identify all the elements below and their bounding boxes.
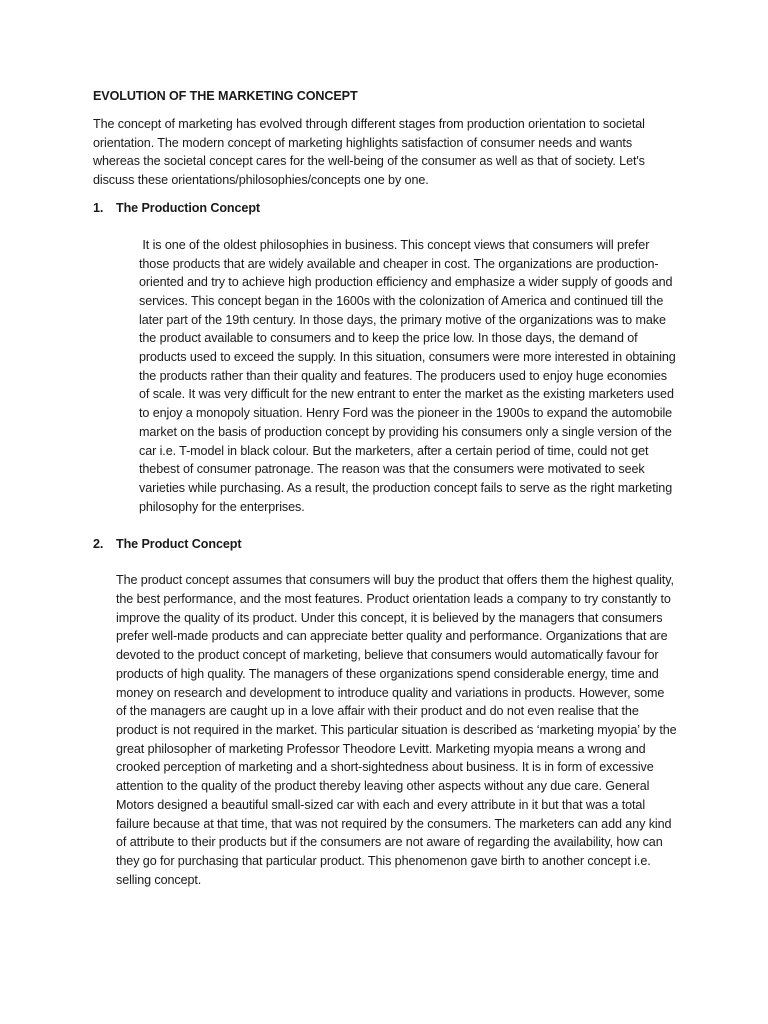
section-body-product: The product concept assumes that consumers will buy the product that offers them the highest quality, the best performance, and the most features. Product orientation leads a company to try constantly to improve the quality of its product. Under this concept, it is believed by the managers that consumers prefer well-made products and can appreciate better quality and performance. Organizations that are devoted to the product concept of marketing, believe that consumers would automatically favour for products of high quality. The managers of these organizations spend considerable energy, time and money on research and development to introduce quality and variations in products. However, some of the managers are caught up in a love affair with their product and do not even realise that the product is not required in the market. This particular situation is described as ‘marketing myopia’ by the great philosopher of marketing Professor Theodore Levitt. Marketing myopia means a wrong and crooked perception of marketing and a short-sightedness about business. It is in form of excessive attention to the quality of the product thereby leaving other aspects without any due care. General Motors designed a beautiful small-sized car with each and every attribute in it but that was a total failure because at that time, that was not required by the consumers. The marketers can add any kind of attribute to their products but if the consumers are not aware of regarding the availability, how can they go for purchasing that particular product. This phenomenon gave birth to another concept i.e. selling concept. — [116, 573, 677, 887]
document-title: EVOLUTION OF THE MARKETING CONCEPT — [93, 89, 358, 103]
section-title: The Product Concept — [116, 537, 242, 552]
section-number: 1. — [93, 200, 104, 215]
section-heading-production — [93, 199, 678, 217]
intro-paragraph: The concept of marketing has evolved through different stages from production orientation to societal orientation. The modern concept of marketing highlights satisfaction of consumer needs and wants whereas the societal concept cares for the well-being of the consumer as well as that of society. Let's discuss these orientations/philosophies/concepts one by one. — [93, 117, 645, 188]
section-title: The Production Concept — [116, 200, 261, 215]
section-body-production: It is one of the oldest philosophies in business. This concept views that consumers will prefer those products that are widely available and cheaper in cost. The organizations are production-oriented and try to achieve high production efficiency and emphasize a wider supply of goods and services. This concept began in the 1600s with the colonization of America and continued till the later part of the 19th century. In those days, the primary motive of the organizations was to make the product available to consumers and to keep the price low. In those days, the demand of products used to exceed the supply. In this situation, consumers were more interested in obtaining the products rather than their quality and features. The producers used to enjoy huge economies of scale. It was very difficult for the new entrant to enter the market as the existing marketers used to enjoy a monopoly situation. Henry Ford was the pioneer in the 1900s to expand the automobile market on the basis of production concept by providing his consumers only a single version of the car i.e. T-model in black colour. But the marketers, after a certain period of time, could not get thebest of consumer patronage. The reason was that the consumers were motivated to seek varieties while purchasing. As a result, the production concept fails to serve as the right marketing philosophy for the enterprises. — [139, 237, 680, 514]
section-number: 2. — [93, 537, 104, 552]
document-content — [93, 88, 678, 889]
section-heading-product — [93, 535, 678, 553]
